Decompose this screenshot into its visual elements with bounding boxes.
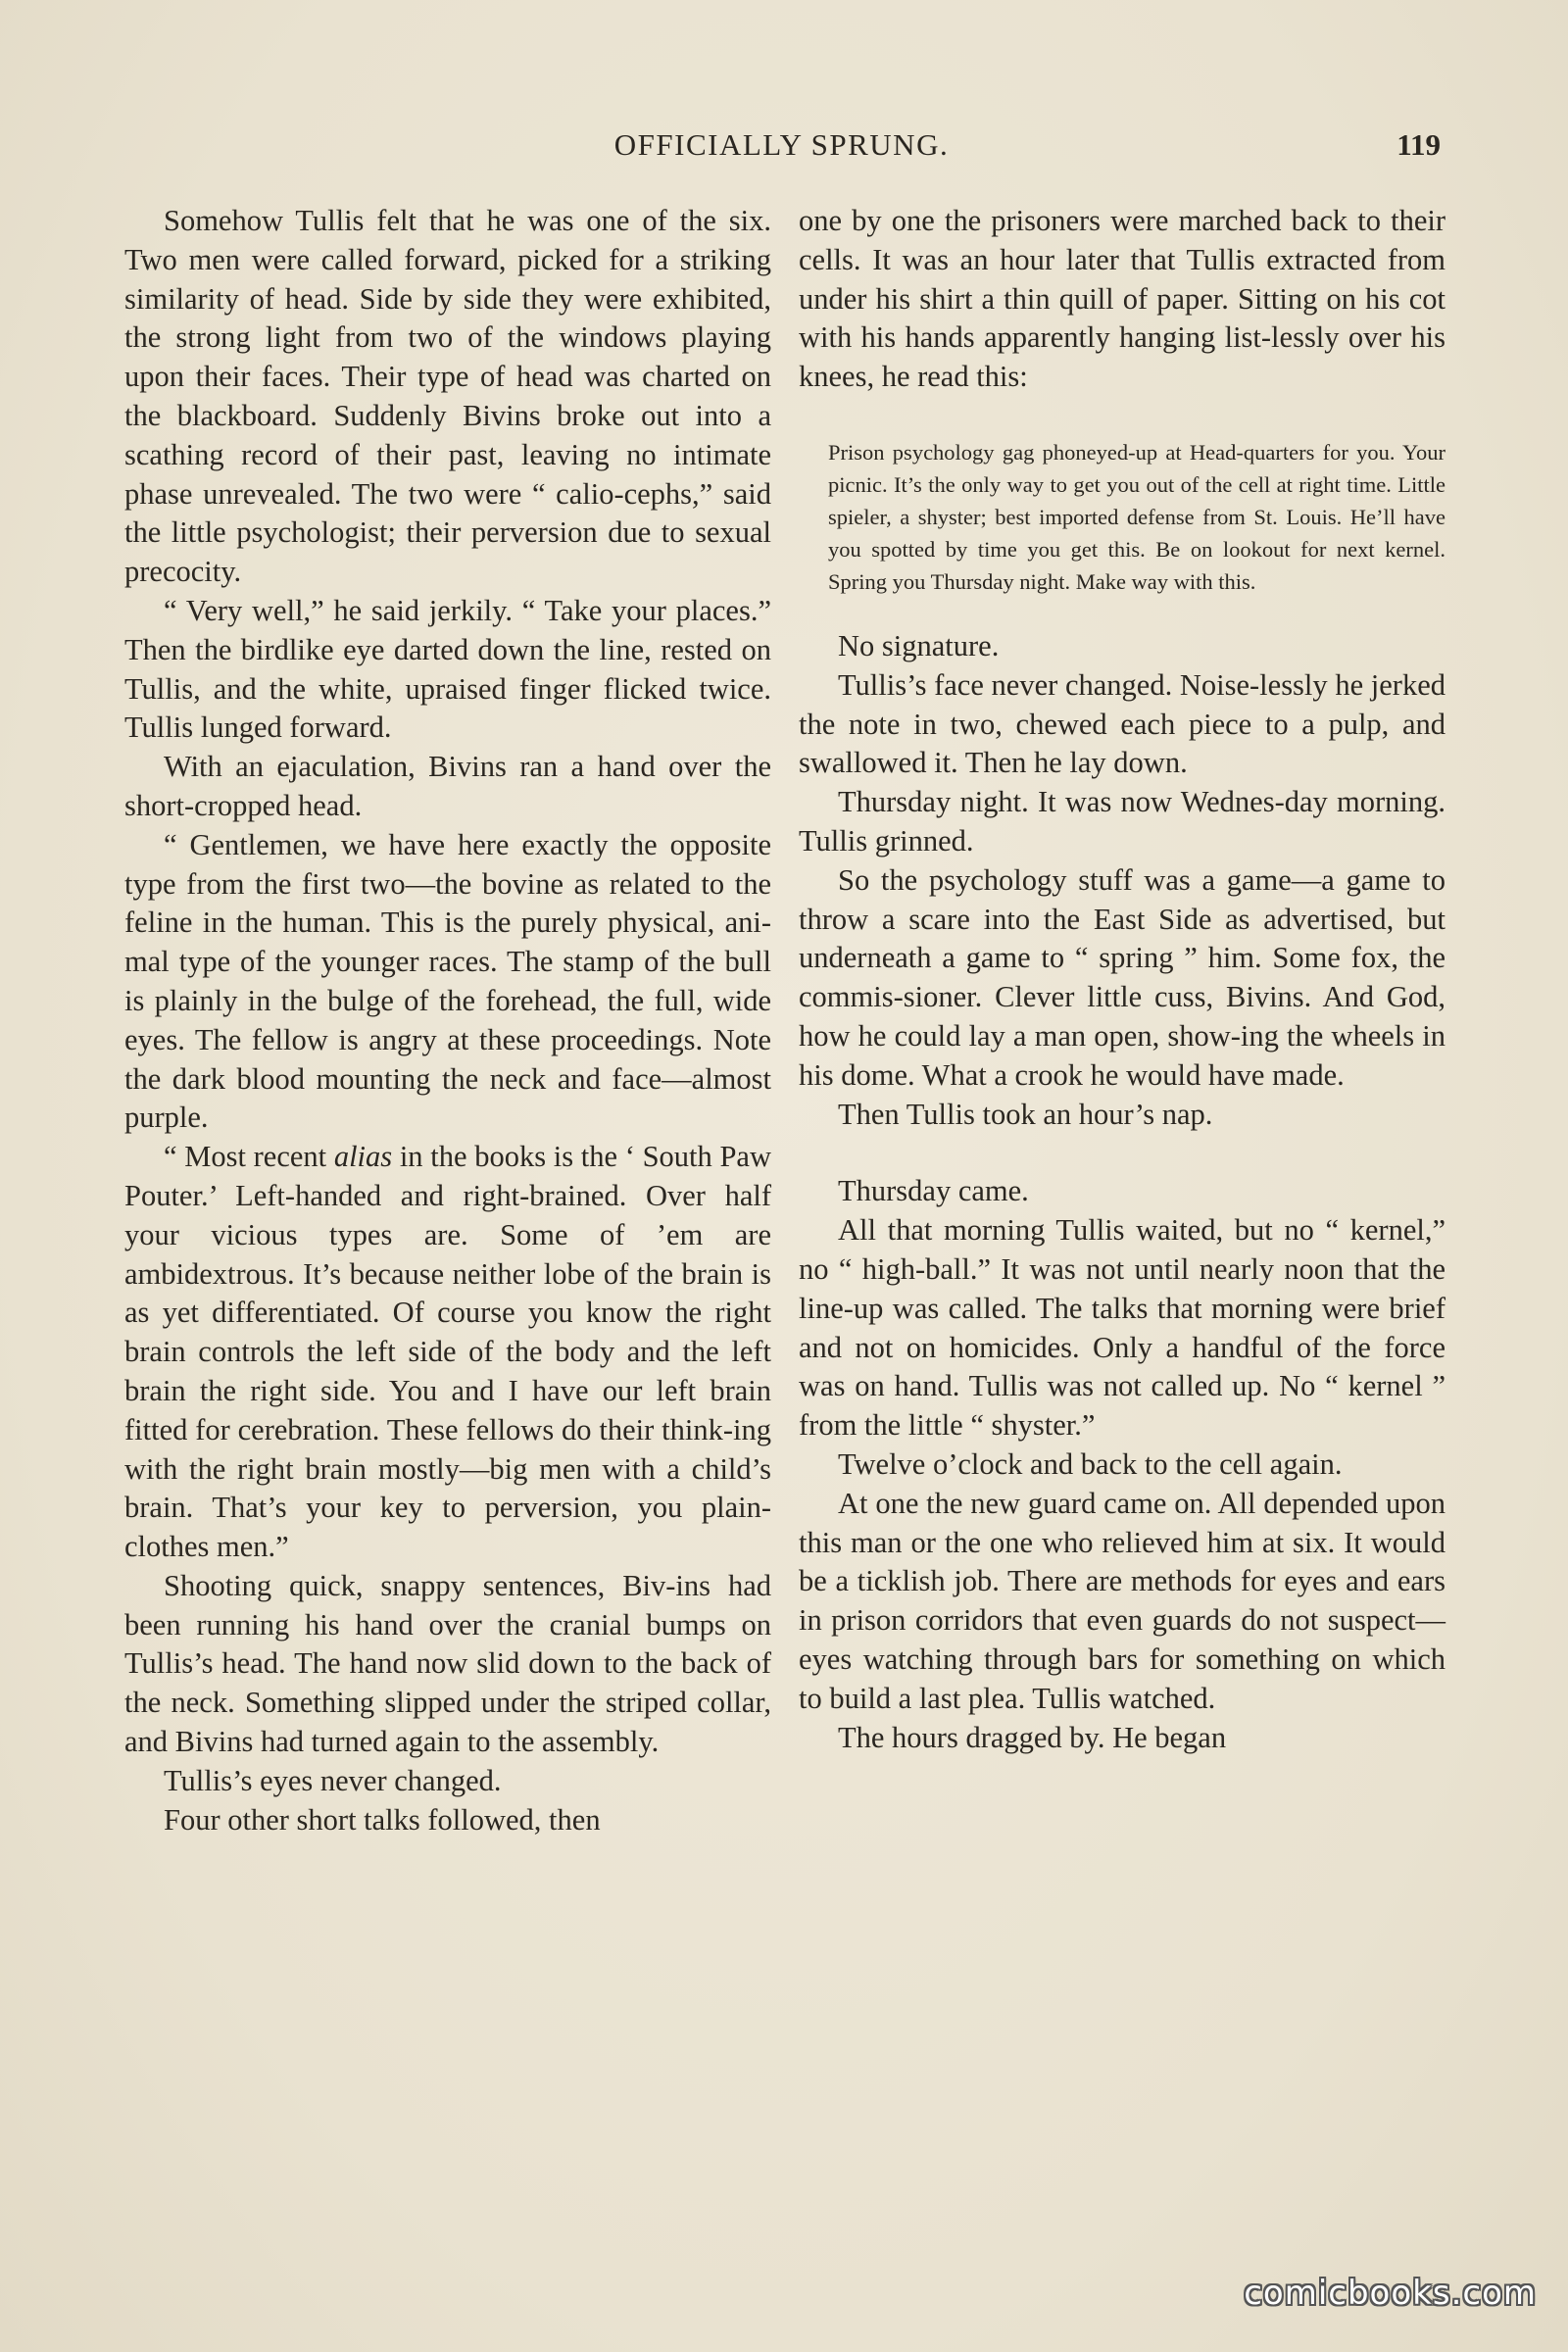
paragraph: [124, 1138, 771, 1567]
text-run: in the books is the ‘ South Paw Pouter.’ Left-handed and right-brained. Over half your vicious types are. Some of ’em are ambidextrous. It’s because neither lobe of the brain is as yet differentiated. Of course you know the right brain controls the left side of the body and the left brain the right side. You and I have our left brain fitted for cerebration. These fellows do their think-ing with the right brain mostly—big men with a child’s brain. That’s your key to perversion, you plain-clothes men.”: [124, 1140, 771, 1564]
page-header: [122, 127, 1441, 176]
paragraph: So the psychology stuff was a game—a game to throw a scare into the East Side as advertised, but underneath a game to “ spring ” him. Some fox, the commis-sioner. Clever little cuss, Bivins. And God, how he could lay a man open, show-ing the wheels in his dome. What a crook he would have made.: [799, 862, 1446, 1092]
paragraph: “ Very well,” he said jerkily. “ Take your places.” Then the birdlike eye darted down the line, rested on Tullis, and the white, upraised finger flicked twice. Tullis lunged forward.: [124, 593, 771, 745]
paragraph: “ Gentlemen, we have here exactly the opposite type from the first two—the bovine as related to the feline in the human. This is the purely physical, ani-mal type of the younger races. The stamp of the bull is plainly in the bulge of the forehead, the full, wide eyes. The fellow is angry at these proceedings. Note the dark blood mounting the neck and face—almost purple.: [124, 827, 771, 1135]
paragraph: Twelve o’clock and back to the cell again.: [838, 1446, 1343, 1481]
paragraph: At one the new guard came on. All depended upon this man or the one who relieved him at six. It would be a ticklish job. There are methods for eyes and ears in prison corridors that even guards do not suspect—eyes watching through bars for something on which to build a last plea. Tullis watched.: [799, 1486, 1446, 1715]
running-title: OFFICIALLY SPRUNG.: [613, 127, 950, 162]
text-run: “ Most recent: [164, 1140, 334, 1174]
prison-note: Prison psychology gag phoneyed-up at Head-quarters for you. Your picnic. It’s the only way to get you out of the cell at right time. Little spieler, a shyster; best imported defense from St. Louis. He’ll have you spotted by time you get this. Be on lookout for next kernel. Spring you Thursday night. Make way with this.: [828, 439, 1446, 594]
paragraph: All that morning Tullis waited, but no “ kernel,” no “ high-ball.” It was not until nearly noon that the line-up was called. The talks that morning were brief and not on homicides. Only a handful of the force was on hand. Tullis was not called up. No “ kernel ” from the little “ shyster.”: [799, 1213, 1446, 1443]
paragraph: Thursday night. It was now Wednes-day morning. Tullis grinned.: [799, 785, 1446, 858]
paragraph: No signature.: [838, 628, 1000, 662]
left-column: [124, 202, 771, 1839]
paragraph: Shooting quick, snappy sentences, Biv-ins had been running his hand over the cranial bumps on Tullis’s head. The hand now slid down to the back of the neck. Something slipped under the striped collar, and Bivins had turned again to the assembly.: [124, 1568, 771, 1759]
right-column: [799, 202, 1446, 1757]
paragraph: Four other short talks followed, then: [164, 1802, 601, 1837]
paragraph: Tullis’s face never changed. Noise-lessly he jerked the note in two, chewed each piece to a pulp, and swallowed it. Then he lay down.: [799, 667, 1446, 780]
paragraph: Somehow Tullis felt that he was one of the six. Two men were called forward, picked for a striking similarity of head. Side by side they were exhibited, the strong light from two of the windows playing upon their faces. Their type of head was charted on the blackboard. Suddenly Bivins broke out into a scathing record of their past, leaving no intimate phase unrevealed. The two were “ calio-cephs,” said the little psychologist; their perversion due to sexual precocity.: [124, 204, 771, 589]
watermark-logo: comicbooks.com: [1244, 2274, 1537, 2313]
italic-text: alias: [333, 1140, 393, 1174]
paragraph: With an ejaculation, Bivins ran a hand over the short-cropped head.: [124, 750, 771, 822]
paragraph: Then Tullis took an hour’s nap.: [838, 1097, 1213, 1131]
paragraph: The hours dragged by. He began: [838, 1720, 1227, 1754]
paragraph: Tullis’s eyes never changed.: [164, 1763, 502, 1797]
paragraph: one by one the prisoners were marched back to their cells. It was an hour later that Tullis extracted from under his shirt a thin quill of paper. Sitting on his cot with his hands apparently hanging list-lessly over his knees, he read this:: [799, 204, 1446, 394]
page-number: 119: [1396, 127, 1441, 162]
paragraph: Thursday came.: [838, 1174, 1029, 1208]
